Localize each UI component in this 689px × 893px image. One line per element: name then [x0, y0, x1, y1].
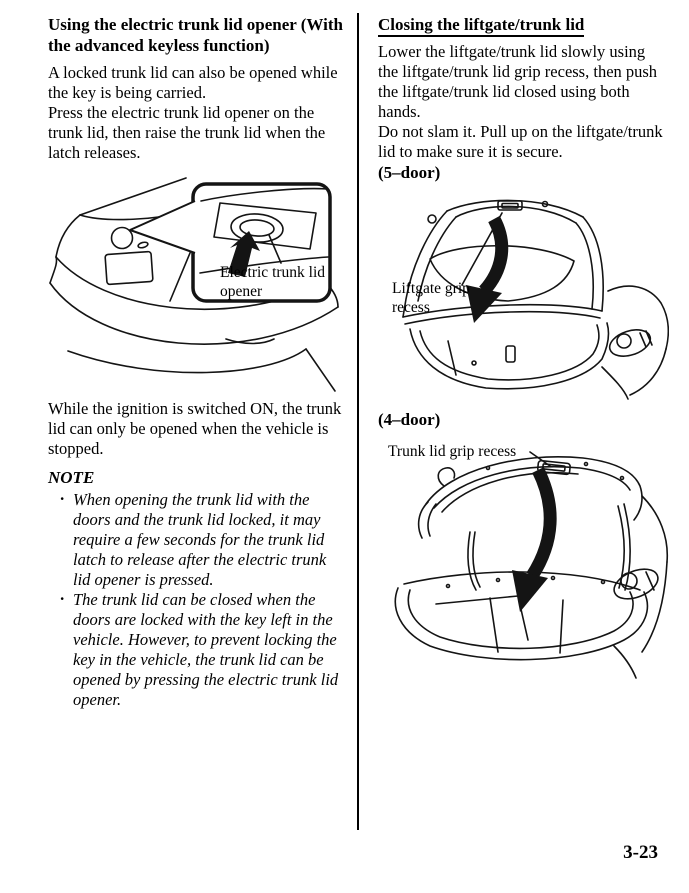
- note-bullet: · The trunk lid can be closed when the doors are locked with the key left in the vehicle. However, to prevent locking the key in the vehicle, the trunk lid can be opened by pressing the electric trunk lid opener.: [58, 590, 347, 710]
- paragraph: Do not slam it. Pull up on the liftgate/trunk lid to make sure it is secure.: [378, 122, 663, 161]
- note-bullet: · When opening the trunk lid with the doors and the trunk lid locked, it may require a few seconds for the trunk lid latch to release after the electric trunk lid opener is pressed.: [58, 490, 347, 590]
- paragraph: Lower the liftgate/trunk lid slowly using the liftgate/trunk lid grip recess, then push the liftgate/trunk lid closed using both hands.: [378, 42, 658, 121]
- figure-liftgate-5door: [378, 191, 669, 403]
- callout-trunk-lid-grip-recess: Trunk lid grip recess: [388, 443, 517, 460]
- left-column: [48, 14, 347, 710]
- paragraph: While the ignition is switched ON, the trunk lid can only be opened when the vehicle is stopped.: [48, 399, 342, 458]
- down-arrow-icon: [532, 470, 550, 576]
- note-list: [48, 490, 347, 710]
- callout-electric-trunk-lid-opener: Electric trunk lid opener: [220, 264, 326, 300]
- down-arrow-head: [512, 570, 548, 612]
- figure-trunk-4door: [378, 440, 669, 688]
- inset-pointer-wedge: [130, 201, 195, 253]
- label-4-door: (4–door): [378, 410, 441, 429]
- paragraph: Press the electric trunk lid opener on the trunk lid, then raise the trunk lid when the latch releases.: [48, 103, 326, 162]
- page-number: 3-23: [623, 842, 658, 863]
- section-heading-electric-trunk-opener: Using the electric trunk lid opener (With the advanced keyless function): [48, 15, 343, 55]
- right-column: [378, 14, 669, 688]
- callout-liftgate-grip-recess: Liftgate grip recess: [392, 280, 470, 316]
- column-divider: [357, 13, 359, 830]
- section-heading-closing-liftgate: Closing the liftgate/trunk lid: [378, 14, 669, 35]
- license-plate-recess: [105, 251, 153, 284]
- note-heading: NOTE: [48, 468, 95, 487]
- label-5-door: (5–door): [378, 163, 441, 182]
- open-trunk-illustration: [378, 440, 669, 688]
- paragraph: A locked trunk lid can also be opened while the key is being carried.: [48, 63, 338, 102]
- figure-electric-trunk-opener: [48, 173, 347, 395]
- keyhole: [138, 241, 149, 248]
